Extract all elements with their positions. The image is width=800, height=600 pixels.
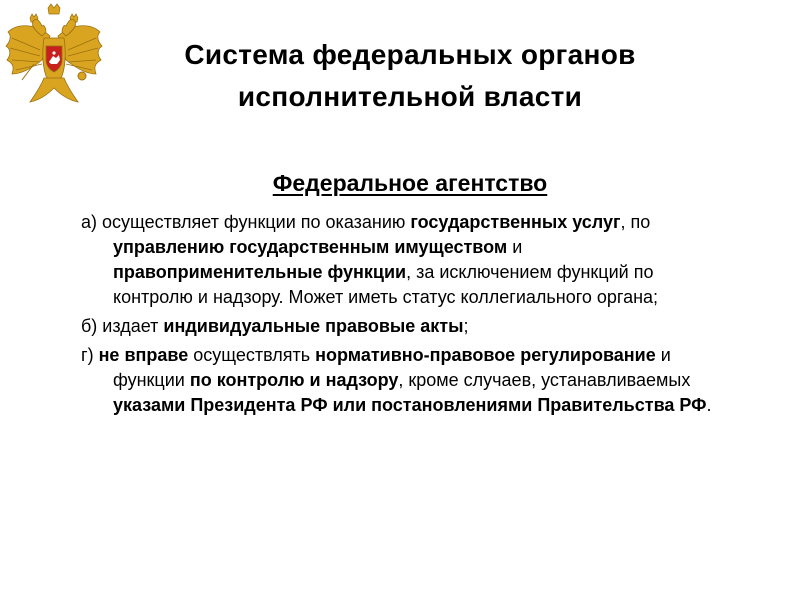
bold-segment: не вправе	[98, 345, 189, 365]
text-segment: , кроме случаев, устанавливаемых	[398, 370, 691, 390]
bold-segment: государственных услуг	[410, 212, 621, 232]
bold-segment: нормативно-правовое регулирование	[315, 345, 656, 365]
bold-segment: по контролю и надзору	[189, 370, 399, 390]
text-segment: , за исключением функций по контролю и надзору. Может иметь статус коллегиального органа;	[113, 262, 659, 307]
text-segment: .	[706, 395, 712, 415]
text-segment: б) издает	[81, 316, 164, 336]
bold-segment: управлению государственным имуществом	[113, 237, 508, 257]
text-segment: осуществлять	[188, 345, 316, 365]
text-segment: а) осуществляет функции по оказанию	[81, 212, 411, 232]
bold-segment: индивидуальные правовые акты	[163, 316, 464, 336]
body-text	[81, 210, 731, 422]
slide-title-line-2: исполнительной власти	[237, 81, 583, 112]
paragraph-g	[81, 343, 731, 418]
shield-icon	[46, 46, 62, 72]
text-segment: и функции	[113, 345, 671, 390]
text-segment: г)	[81, 345, 99, 365]
section-heading: Федеральное агентство	[272, 170, 548, 196]
paragraph-b	[81, 314, 731, 339]
text-segment: , по	[620, 212, 651, 232]
bold-segment: правоприменительные функции	[113, 262, 407, 282]
slide-title-line-1: Система федеральных органов	[184, 39, 636, 70]
text-segment: ;	[463, 316, 469, 336]
coat-of-arms-emblem	[4, 2, 104, 106]
bold-segment: указами Президента РФ или постановлениями Правительства РФ	[113, 395, 707, 415]
slide-title	[110, 34, 710, 118]
text-segment: и	[507, 237, 523, 257]
paragraph-a	[81, 210, 731, 310]
